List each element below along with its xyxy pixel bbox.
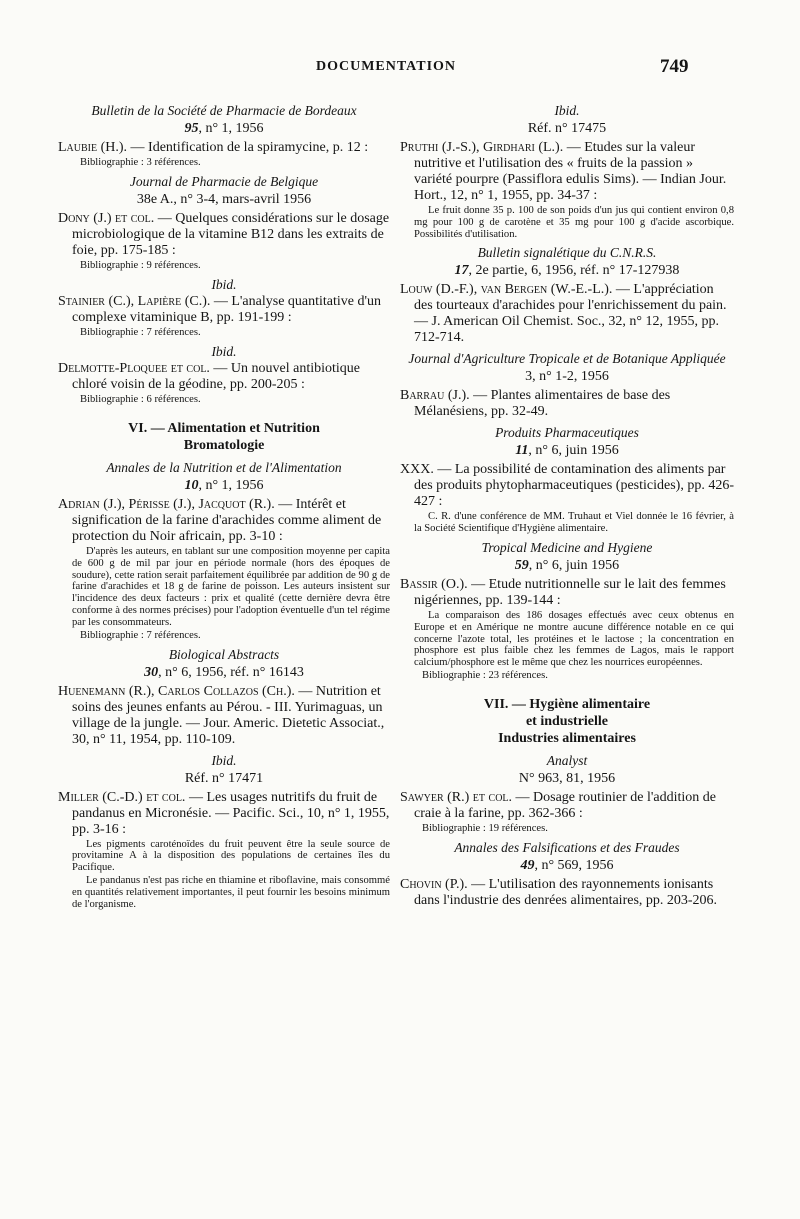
reference-entry bbox=[58, 497, 390, 545]
volume-number: 95 bbox=[184, 121, 199, 136]
journal-source: Ibid. bbox=[211, 277, 237, 292]
reference-authors: Louw (D.-F.), van Bergen (W.-E.-L.). bbox=[400, 282, 613, 298]
abstract-text: Le fruit donne 35 p. 100 de son poids d'un jus qui contient environ 0,8 mg pour 100 g de carotène et 35 mg pour 100 g d'acide ascorbique. Possibilités d'utilisation. bbox=[414, 205, 734, 240]
reference-entry bbox=[58, 684, 390, 748]
reference-text: — Etude nutritionnelle sur le lait des femmes nigériennes, pp. 139-144 : bbox=[414, 576, 726, 608]
issue-number bbox=[400, 557, 734, 574]
abstract-text: Les pigments caroténoïdes du fruit peuvent être la seule source de provitamine A à la disposition des populations de certaines îles du Pacifique. bbox=[72, 838, 390, 874]
volume-number: 17 bbox=[454, 263, 469, 279]
journal-source: Annales de la Nutrition et de l'Alimentation bbox=[106, 460, 342, 475]
reference-entry bbox=[400, 282, 734, 346]
issue-details: 38e A., n° 3-4, mars-avril 1956 bbox=[136, 192, 312, 207]
bibliography-note: Bibliographie : 7 références. bbox=[80, 629, 201, 641]
page-header bbox=[0, 56, 800, 80]
reference-text: — L'appréciation des tourteaux d'arachides pour l'enrichissement du pain. — J. American Oil Chemist. Soc., 32, n° 12, 1955, pp. 712-714. bbox=[414, 282, 727, 346]
issue-number bbox=[400, 120, 734, 137]
reference-entry bbox=[58, 361, 390, 393]
section-heading-line: Bromatologie bbox=[183, 438, 265, 453]
journal-source: Produits Pharmaceutiques bbox=[495, 425, 639, 441]
reference-authors: Miller (C.-D.) et col. bbox=[58, 789, 186, 805]
reference-text: — Etudes sur la valeur nutritive et l'utilisation des « fruits de la passion » variété pourpre (Passiflora edulis Sims). — Indian Jour. Hort., 12, n° 1, 1955, pp. 34-37 : bbox=[414, 140, 727, 203]
bibliography-note: Bibliographie : 19 références. bbox=[422, 822, 548, 834]
bibliography-note: Bibliographie : 3 références. bbox=[80, 157, 201, 168]
abstract-text: D'après les auteurs, en tablant sur une composition moyenne per capita de 600 g de mil par jour en période normale (hors des époques de soudure), cette ration serait parfaitement équilibrée par addition de 90 g de farine d'arachides et 18 g de farine de poisson. Les auteurs insistent sur l'incidence des deux facteurs : prix et qualité (cette dernière devra être conforme à des normes précises) pour l'adoption éventuelle d'un tel régime par les consommateurs. bbox=[72, 546, 390, 628]
issue-number bbox=[58, 191, 390, 208]
reference-entry bbox=[400, 877, 734, 909]
journal-source: Ibid. bbox=[554, 103, 580, 118]
issue-details: , n° 1, 1956 bbox=[198, 478, 264, 493]
journal-source: Journal d'Agriculture Tropicale et de Botanique Appliquée bbox=[408, 351, 726, 367]
section-heading-line: Industries alimentaires bbox=[498, 730, 636, 746]
reference-authors: Adrian (J.), Périsse (J.), Jacquot (R.). bbox=[58, 497, 275, 512]
bibliography-note: Bibliographie : 6 références. bbox=[80, 394, 201, 405]
issue-details: , n° 6, 1956, réf. n° 16143 bbox=[158, 664, 304, 680]
reference-text: — Les usages nutritifs du fruit de pandanus en Micronésie. — Pacific. Sci., 10, n° 1, 1955, pp. 3-16 : bbox=[72, 789, 390, 837]
reference-entry bbox=[58, 294, 390, 326]
running-title: DOCUMENTATION bbox=[316, 59, 457, 74]
volume-number: 11 bbox=[515, 443, 529, 459]
abstract-text: Le pandanus n'est pas riche en thiamine et riboflavine, mais consommé en quantités relativement importantes, il peut fournir les besoins minimum de l'organisme. bbox=[72, 874, 390, 910]
issue-details: , n° 6, juin 1956 bbox=[528, 443, 619, 459]
reference-entry bbox=[58, 140, 390, 156]
issue-details: , 2e partie, 6, 1956, réf. n° 17-127938 bbox=[468, 263, 680, 279]
reference-authors: Chovin (P.). bbox=[400, 876, 468, 892]
journal-source: Ibid. bbox=[211, 752, 237, 768]
reference-entry bbox=[400, 790, 734, 822]
issue-details: N° 963, 81, 1956 bbox=[518, 770, 616, 786]
reference-text: — Plantes alimentaires de base des Mélanésiens, pp. 32-49. bbox=[414, 388, 671, 420]
issue-number bbox=[58, 664, 390, 681]
journal-source: Ibid. bbox=[211, 344, 237, 359]
reference-authors: Bassir (O.). bbox=[400, 576, 468, 592]
issue-details: , n° 1, 1956 bbox=[198, 121, 264, 136]
left-column bbox=[58, 98, 390, 911]
reference-text: — Quelques considérations sur le dosage microbiologique de la vitamine B12 dans les extraits de foie, pp. 175-185 : bbox=[72, 211, 390, 258]
reference-entry bbox=[400, 388, 734, 420]
abstract-text: La comparaison des 186 dosages effectués avec ceux obtenus en Europe et en Amérique ne montre aucune différence notable en ce qui concerne l'azote total, les protéines et le lactose ; la concentration en phosphore est plus faible chez les femmes de Lagos, mais le rapport calcium/phosphore est le même que chez les nourrices européennes. bbox=[414, 609, 734, 669]
bibliography-note: Bibliographie : 9 références. bbox=[80, 260, 201, 271]
reference-authors: Delmotte-Ploquee et col. bbox=[58, 361, 210, 376]
bibliography-note: Bibliographie : 7 références. bbox=[80, 327, 201, 338]
reference-authors: Barrau (J.). bbox=[400, 388, 470, 404]
reference-text: — L'analyse quantitative d'un complexe vitaminique B, pp. 191-199 : bbox=[72, 294, 382, 325]
issue-number bbox=[58, 770, 390, 787]
reference-authors: Laubie (H.). bbox=[58, 140, 128, 155]
section-heading-line: VII. — Hygiène alimentaire bbox=[483, 696, 651, 712]
reference-authors: Huenemann (R.), Carlos Collazos (Ch.). bbox=[58, 683, 295, 699]
reference-entry bbox=[400, 577, 734, 609]
journal-source: Journal de Pharmacie de Belgique bbox=[129, 174, 319, 189]
section-heading bbox=[400, 696, 734, 747]
abstract-text: C. R. d'une conférence de MM. Truhaut et Viel donnée le 16 février, à la Société Scientifique d'Hygiène alimentaire. bbox=[414, 511, 734, 535]
volume-number: 30 bbox=[144, 664, 159, 680]
reference-authors: Stainier (C.), Lapière (C.). bbox=[58, 294, 211, 309]
journal-source: Bulletin de la Société de Pharmacie de Bordeaux bbox=[91, 103, 357, 118]
reference-text: — Dosage routinier de l'addition de craie à la farine, pp. 362-366 : bbox=[414, 789, 716, 821]
section-heading bbox=[58, 420, 390, 454]
reference-entry bbox=[58, 790, 390, 838]
section-heading-line: et industrielle bbox=[525, 713, 609, 729]
journal-source: Tropical Medicine and Hygiene bbox=[481, 539, 653, 555]
issue-details: Réf. n° 17475 bbox=[527, 121, 607, 136]
volume-number: 59 bbox=[514, 557, 529, 573]
issue-details: , n° 569, 1956 bbox=[534, 857, 614, 873]
reference-authors: Dony (J.) et col. bbox=[58, 211, 155, 226]
volume-number: 10 bbox=[184, 478, 199, 493]
issue-number bbox=[400, 262, 734, 279]
issue-number bbox=[400, 368, 734, 385]
issue-details: Réf. n° 17471 bbox=[184, 770, 264, 786]
reference-entry bbox=[400, 462, 734, 510]
volume-number: 49 bbox=[520, 857, 535, 873]
reference-entry bbox=[58, 211, 390, 259]
journal-source: Analyst bbox=[546, 752, 588, 768]
reference-text: — Un nouvel antibiotique chloré voisin de la géodine, pp. 200-205 : bbox=[72, 361, 361, 392]
reference-authors: Pruthi (J.-S.), Girdhari (L.). bbox=[400, 140, 564, 155]
reference-text: — Nutrition et soins des jeunes enfants au Pérou. - III. Yurimaguas, un village de la jungle. — Jour. Americ. Dietetic Associat., 30, n° 11, 1954, pp. 110-109. bbox=[72, 683, 385, 747]
issue-details: 3, n° 1-2, 1956 bbox=[525, 369, 609, 385]
reference-text: — Intérêt et signification de la farine d'arachides comme aliment de protection du Noir africain, pp. 3-10 : bbox=[72, 497, 382, 544]
reference-text: — Identification de la spiramycine, p. 12 : bbox=[127, 140, 369, 155]
journal-source: Biological Abstracts bbox=[168, 646, 280, 662]
issue-number bbox=[400, 857, 734, 874]
reference-text: — La possibilité de contamination des aliments par des produits phytopharmaceutiques (pesticides), pp. 426-427 : bbox=[414, 462, 734, 510]
reference-text: — L'utilisation des rayonnements ionisants dans l'industrie des denrées alimentaires, pp. 203-206. bbox=[414, 876, 718, 908]
journal-source: Bulletin signalétique du C.N.R.S. bbox=[477, 245, 657, 261]
issue-number bbox=[58, 477, 390, 494]
journal-source: Annales des Falsifications et des Fraudes bbox=[454, 839, 680, 855]
issue-details: , n° 6, juin 1956 bbox=[528, 557, 620, 573]
reference-entry bbox=[400, 140, 734, 204]
page-number: 749 bbox=[660, 56, 689, 77]
bibliography-note: Bibliographie : 23 références. bbox=[422, 669, 548, 681]
issue-number bbox=[400, 770, 734, 787]
issue-number bbox=[58, 120, 390, 137]
right-column bbox=[400, 98, 734, 910]
issue-number bbox=[400, 442, 734, 459]
section-heading-line: VI. — Alimentation et Nutrition bbox=[128, 421, 320, 436]
reference-authors: XXX. bbox=[400, 462, 434, 478]
reference-authors: Sawyer (R.) et col. bbox=[400, 789, 513, 805]
